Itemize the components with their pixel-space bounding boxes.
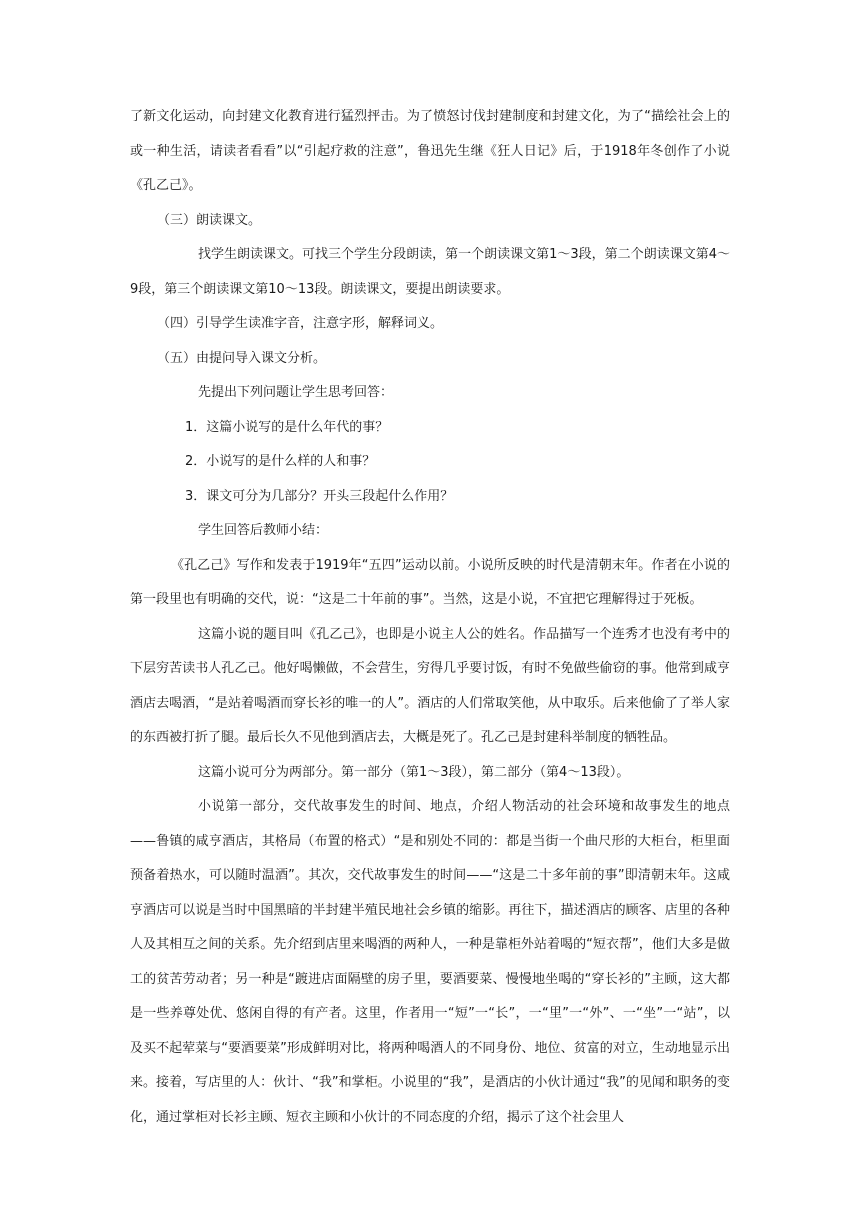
paragraph-reading: 找学生朗读课文。可找三个学生分段朗读，第一个朗读课文第1～3段，第二个朗读课文第4～9段，第三个朗读课文第10～13段。朗读课文，要提出朗读要求。: [130, 247, 730, 297]
section-heading-pronunciation: （四）引导学生读准字音，注意字形，解释词义。: [157, 316, 444, 331]
paragraph-summary-intro: 学生回答后教师小结：: [198, 523, 329, 538]
paragraph-era: 《孔乙己》写作和发表于1919年“五四”运动以前。小说所反映的时代是清朝末年。作者在小说的第一段里也有明确的交代，说：“这是二十年前的事”。当然，这是小说，不宜把它理解得过于死板。: [130, 557, 730, 607]
paragraph-questions-intro: 先提出下列问题让学生思考回答：: [198, 385, 394, 400]
paragraph-title: 这篇小说的题目叫《孔乙己》，也即是小说主人公的姓名。作品描写一个连秀才也没有考中的下层穷苦读书人孔乙己。他好喝懒做，不会营生，穷得几乎要讨饭，有时不免做些偷窃的事。他常到咸亨酒店去喝酒，“是站着喝酒而穿长衫的唯一的人”。酒店的人们常取笑他，从中取乐。后来他偷了了举人家的东西被打折了腿。最后长久不见他到酒店去，大概是死了。孔乙己是封建科举制度的牺牲品。: [130, 626, 730, 745]
section-heading-reading: （三）朗读课文。: [157, 212, 262, 228]
document-body: [130, 100, 730, 1135]
question-item-1: 1．这篇小说写的是什么年代的事？: [185, 419, 389, 435]
question-item-2: 2．小说写的是什么样的人和事？: [185, 454, 376, 469]
paragraph-parts: 这篇小说可分为两部分。第一部分（第1～3段），第二部分（第4～13段）。: [198, 764, 630, 780]
paragraph-continuation: 了新文化运动，向封建文化教育进行猛烈抨击。为了愤怒讨伐封建制度和封建文化，为了“描绘社会上的或一种生活，请读者看看”以“引起疗救的注意”，鲁迅先生继《狂人日记》后，于1918年冬创作了小说《孔乙己》。: [130, 109, 730, 193]
paragraph-first-part: 小说第一部分，交代故事发生的时间、地点，介绍人物活动的社会环境和故事发生的地点——鲁镇的咸亨酒店，其格局（布置的格式）“是和别处不同的：都是当街一个曲尺形的大柜台，柜里面预备着热水，可以随时温酒”。其次，交代故事发生的时间——“这是二十多年前的事”即清朝末年。这咸亨酒店可以说是当时中国黑暗的半封建半殖民地社会乡镇的缩影。再往下，描述酒店的顾客、店里的各种人及其相互之间的关系。先介绍到店里来喝酒的两种人，一种是靠柜外站着喝的“短衣帮”，他们大多是做工的贫苦劳动者；另一种是“踱进店面隔壁的房子里，要酒要菜、慢慢地坐喝的“穿长衫的”主顾，这大都是一些养尊处优、悠闲自得的有产者。这里，作者用一“短”一“长”，一“里”一“外”、一“坐”一“站”，以及买不起荤菜与“要酒要菜”形成鲜明对比，将两种喝酒人的不同身份、地位、贫富的对立，生动地显示出来。接着，写店里的人：伙计、“我”和掌柜。小说里的“我”，是酒店的小伙计通过“我”的见闻和职务的变化，通过掌柜对长衫主顾、短衣主顾和小伙计的不同态度的介绍，揭示了这个社会里人: [130, 799, 730, 1125]
section-heading-analysis: （五）由提问导入课文分析。: [157, 350, 327, 366]
question-item-3: 3．课文可分为几部分？开头三段起什么作用？: [185, 488, 454, 504]
